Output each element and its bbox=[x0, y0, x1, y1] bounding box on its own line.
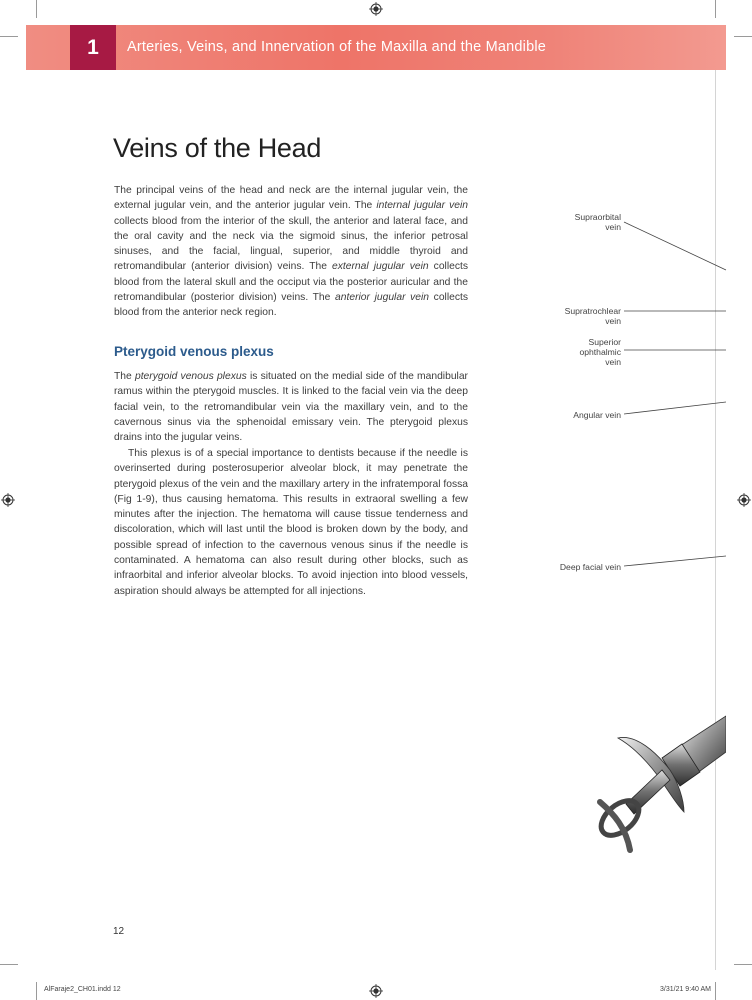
syringe-illustration bbox=[596, 712, 726, 857]
crop-mark bbox=[0, 964, 18, 965]
chapter-number: 1 bbox=[70, 25, 116, 70]
crop-mark bbox=[734, 36, 752, 37]
label-supratrochlear-vein: Supratrochlear vein bbox=[564, 306, 621, 326]
crop-mark bbox=[36, 982, 37, 1000]
leader-line bbox=[624, 222, 726, 270]
hematoma-paragraph: This plexus is of a special importance to dentists because if the needle is overinserted during posterosuperior alveolar block, it may penetrate the pterygoid plexus of the vein and the maxillary artery in the infratemporal fossa (Fig 1-9), thus causing hematoma. This results in extraoral swelling a few minutes after the injection. The hematoma will cause tissue tenderness and discoloration, which will last until the blood is broken down by the body, and possible spread of infection to the cavernous venous sinus if the needle is contaminated. A hematoma can also result during other blocks, such as infraorbital and inferior alveolar blocks. To avoid injection into blood vessels, aspiration should always be attempted for all injections. bbox=[114, 448, 468, 597]
file-slug: AlFaraje2_CH01.indd 12 bbox=[44, 986, 121, 993]
registration-mark-icon bbox=[369, 2, 383, 16]
crop-mark bbox=[0, 36, 18, 37]
chapter-title: Arteries, Veins, and Innervation of the Maxilla and the Mandible bbox=[127, 39, 547, 55]
registration-mark-icon bbox=[369, 984, 383, 998]
leader-line bbox=[624, 556, 726, 566]
label-supraorbital-vein: Supraorbital vein bbox=[574, 212, 621, 232]
crop-mark bbox=[36, 0, 37, 18]
crop-mark bbox=[734, 964, 752, 965]
crop-mark bbox=[715, 982, 716, 1000]
label-deep-facial-vein: Deep facial vein bbox=[559, 562, 621, 572]
pterygoid-paragraph: The pterygoid venous plexus is situated on the medial side of the mandibular ramus within the pterygoid muscles. It is linked to the facial vein via the deep facial vein, to the retromandibular vein via the maxillary vein, and to the cavernous sinus via the sphenoidal emissary vein. The pterygoid plexus drains into the jugular veins. bbox=[114, 371, 468, 444]
page-number: 12 bbox=[113, 926, 125, 937]
page-title: Veins of the Head bbox=[113, 133, 322, 163]
intro-paragraph: The principal veins of the head and neck are the internal jugular vein, the external jugular vein, and the anterior jugular vein. The internal jugular vein collects blood from the interior of the skull, the anterior and lateral face, and the oral cavity and the neck via the sigmoid sinus, the inferior petrosal sinuses, and the facial, lingual, superior, and middle thyroid and retromandibular (anterior division) veins. The external jugular vein collects blood from the lateral skull and the occiput via the posterior auricular and the retromandibular (posterior division) veins. The anterior jugular vein collects blood from the anterior neck region. bbox=[114, 185, 469, 319]
label-angular-vein: Angular vein bbox=[573, 410, 621, 420]
label-superior-ophthalmic-vein: Superior ophthalmic vein bbox=[579, 337, 621, 367]
registration-mark-icon bbox=[737, 493, 751, 507]
crop-mark bbox=[715, 0, 716, 18]
leader-line bbox=[624, 402, 726, 414]
print-datetime: 3/31/21 9:40 AM bbox=[660, 986, 711, 993]
registration-mark-icon bbox=[1, 493, 15, 507]
section-heading: Pterygoid venous plexus bbox=[114, 344, 274, 359]
